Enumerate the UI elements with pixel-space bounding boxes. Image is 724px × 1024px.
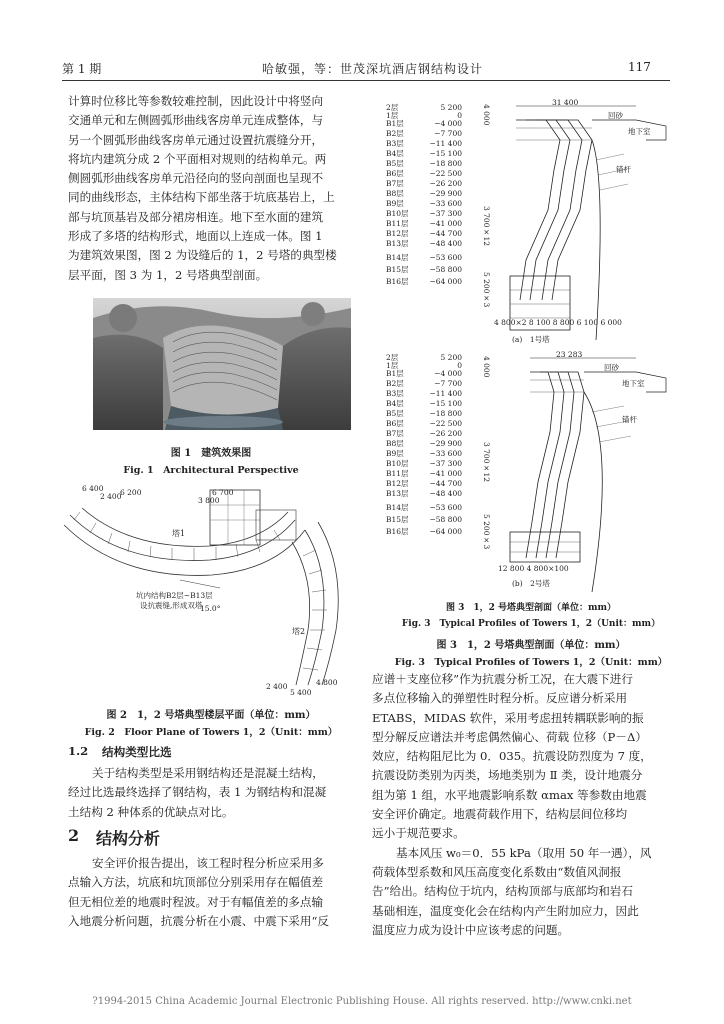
fig3a-dim-low: 5 200×3 (482, 272, 491, 308)
text-line: 抗震设防类别为丙类，场地类别为 Ⅱ 类，设计地震分 (372, 768, 643, 783)
fig2-dim: 5 400 (290, 688, 312, 697)
fig3-elevation-label: −33 600 (429, 449, 462, 458)
fig3b-label-rock: 回砂 (604, 363, 619, 372)
fig3-level-label: B7层 (386, 179, 404, 188)
fig3-elevation-label: −64 000 (429, 277, 462, 286)
text-line: 另一个圆弧形曲线客房单元通过设置抗震缝分开， (68, 132, 324, 147)
fig3-elevation-label: −41 000 (429, 469, 462, 478)
fig3-level-label: B7层 (386, 429, 404, 438)
left-paragraph-1 (68, 92, 354, 285)
fig3-elevation-label: −11 400 (429, 389, 462, 398)
text-line: 基本风压 w₀＝0．55 kPa（取用 50 年一遇），风 (396, 845, 652, 860)
text-line: 远小于规范要求。 (372, 826, 465, 841)
text-line: 但无相位差的地震时程波。对于有幅值差的多点输 (68, 894, 324, 909)
fig3-elevation-label: 5 200 (440, 103, 462, 112)
text-line: 入地震分析问题，抗震分析在小震、中震下采用“反 (68, 913, 329, 928)
fig3-level-label: B6层 (386, 169, 404, 178)
text-line: 告”给出。结构位于坑内，结构顶部与底部均和岩石 (372, 884, 633, 899)
section-2-title: 结构分析 (96, 829, 161, 848)
fig3-level-label: B15层 (386, 265, 409, 274)
fig2-dim: 2 400 (100, 492, 122, 501)
fig3a-bottom-dims: 4 800×2 8 100 8 800 6 100 6 000 (494, 318, 622, 327)
fig2-note-line2: 设抗震缝,形成双塔 (140, 601, 203, 610)
fig3-level-label: B13层 (386, 489, 409, 498)
fig3-elevation-label: −58 800 (429, 265, 462, 274)
fig3-level-label: B10层 (386, 209, 409, 218)
fig3-elevation-label: −44 700 (429, 479, 462, 488)
fig3-elevation-label: −18 800 (429, 409, 462, 418)
fig3a-dim-side1: 4 000 (482, 104, 491, 126)
fig3-caption-cn: 图 3 1，2 号塔典型剖面（单位：mm） (436, 640, 626, 651)
fig3b-dim-mid: 3 700×12 (482, 442, 491, 483)
text-line: 安全评价确定。地震荷载作用下，结构层间位移均 (372, 807, 628, 822)
fig3-elevation-label: −15 100 (429, 399, 462, 408)
text-line: 点输入方法，坑底和坑顶部位分别采用存在幅值差 (68, 875, 324, 890)
fig3-inner-caption-en: Fig. 3 Typical Profiles of Towers 1，2（Unit：mm） (401, 619, 661, 629)
fig3-level-label: B3层 (386, 139, 404, 148)
fig2-dim: 6 700 (212, 488, 234, 497)
text-line: 将坑内建筑分成 2 个平面相对规则的结构单元。两 (68, 151, 327, 166)
fig3-level-label: B14层 (386, 503, 409, 512)
fig3-elevation-label: −37 300 (429, 209, 462, 218)
fig3-elevation-label: −7 700 (434, 129, 462, 138)
fig3-elevation-label: −15 100 (429, 149, 462, 158)
fig3-elevation-label: −64 000 (429, 527, 462, 536)
text-line: 土结构 2 种体系的优缺点对比。 (68, 804, 234, 819)
fig3-level-label: B12层 (386, 479, 409, 488)
fig3-elevation-label: −26 200 (429, 429, 462, 438)
header-issue: 第 1 期 (62, 62, 102, 76)
text-line: 荷载体型系数和风压高度变化系数由“数值风洞报 (372, 864, 622, 879)
fig3-elevation-label: −48 400 (429, 239, 462, 248)
text-line: 形成了多塔的结构形式，地面以上连成一体。图 1 (68, 229, 323, 244)
fig3-elevation-label: −11 400 (429, 139, 462, 148)
subsection-1-2-title: 结构类型比选 (102, 745, 172, 759)
fig2-note-line1: 坑内结构B2层~B13层 (136, 591, 213, 600)
fig3-level-label: B11层 (386, 219, 409, 228)
fig3a-label-basement: 地下室 (628, 127, 651, 136)
subsection-1-2-body (68, 764, 354, 822)
fig3-level-label: B14层 (386, 253, 409, 262)
fig3-level-label: B16层 (386, 277, 409, 286)
fig3b-subcaption: (b) 2号塔 (512, 579, 550, 588)
fig3-elevation-label: −4 000 (434, 369, 462, 378)
fig2-tower1-label: 塔1 (172, 529, 186, 538)
fig3-level-label: 1层 (386, 361, 399, 370)
fig3-elevation-label: −53 600 (429, 503, 462, 512)
text-line: ETABS，MIDAS 软件，采用考虑扭转耦联影响的振 (372, 710, 644, 725)
text-line: 应谱＋支座位移”作为抗震分析工况，在大震下进行 (372, 672, 633, 686)
fig3-level-label: B4层 (386, 149, 404, 158)
fig3b-dim-side1: 4 000 (482, 356, 491, 378)
fig2-dim: 4 800 (316, 678, 338, 687)
fig3-elevation-label: 0 (457, 361, 462, 370)
text-line: 交通单元和左侧圆弧形曲线客房单元连成整体，与 (68, 113, 324, 128)
text-line: 基础相连，温度变化会在结构内产生附加应力，因此 (372, 903, 639, 918)
fig1-caption-en: Fig. 1 Architectural Perspective (123, 465, 299, 476)
fig3-elevation-label: −48 400 (429, 489, 462, 498)
floor-plan-figure (60, 480, 360, 700)
fig3b-label-basement: 地下室 (622, 379, 645, 388)
text-line: 型分解反应谱法并考虑偶然偏心、荷载 位移（P－Δ） (372, 729, 647, 744)
subsection-1-2-number: 1.2 (68, 744, 89, 758)
fig2-dim: 6 400 (82, 484, 104, 493)
text-line: 部与坑顶基岩及部分裙房相连。地下至水面的建筑 (68, 209, 324, 224)
fig3b-dim-low: 5 200×3 (482, 514, 491, 550)
fig3-level-label: B8层 (386, 439, 404, 448)
text-line: 层平面，图 3 为 1，2 号塔典型剖面。 (68, 267, 268, 282)
fig3a-subcaption: (a) 1号塔 (512, 335, 550, 344)
fig3-level-label: B9层 (386, 199, 404, 208)
fig3-inner-caption-cn: 图 3 1，2 号塔典型剖面（单位：mm） (445, 603, 617, 613)
text-line: 组为第 1 组，水平地震影响系数 αmax 等参数由地震 (372, 787, 647, 802)
fig3a-dim-mid: 3 700×12 (482, 206, 491, 247)
fig3-level-label: B2层 (386, 129, 404, 138)
fig3-level-label: B8层 (386, 189, 404, 198)
fig3-elevation-label: 5 200 (440, 353, 462, 362)
text-line: 多点位移输入的弹塑性时程分析。反应谱分析采用 (372, 691, 628, 706)
fig3a-label-rock: 回砂 (608, 111, 623, 120)
fig3-level-label: B3层 (386, 389, 404, 398)
fig1-caption-cn: 图 1 建筑效果图 (170, 448, 252, 459)
fig3-elevation-label: −29 900 (429, 439, 462, 448)
text-line: 侧圆弧形曲线客房单元沿径向的竖向剖面也呈现不 (68, 171, 324, 186)
profile-b-drawing (496, 352, 676, 592)
text-line: 安全评价报告提出，该工程时程分析应采用多 (92, 856, 324, 870)
header-rule (62, 80, 670, 81)
text-line: 经过比选最终选择了钢结构，表 1 为钢结构和混凝 (68, 785, 327, 800)
fig3-elevation-label: −33 600 (429, 199, 462, 208)
fig3b-top-dim: 23 283 (556, 350, 583, 359)
fig2-tower2-label: 塔2 (292, 627, 306, 636)
fig3-elevation-label: −37 300 (429, 459, 462, 468)
fig3-level-label: 2层 (386, 103, 399, 112)
fig3-level-label: 2层 (386, 353, 399, 362)
fig3-elevation-label: −58 800 (429, 515, 462, 524)
page-footer: ?1994-2015 China Academic Journal Electronic Publishing House. All rights reserved. http://www.cnki.net (92, 996, 632, 1007)
fig3-caption-en: Fig. 3 Typical Profiles of Towers 1，2（Unit：mm） (394, 657, 668, 668)
fig3-elevation-label: −44 700 (429, 229, 462, 238)
fig2-angle-label: 15.0° (200, 604, 221, 613)
fig3-level-label: B16层 (386, 527, 409, 536)
right-paragraph-1 (372, 670, 658, 940)
fig3-level-label: B15层 (386, 515, 409, 524)
fig3b-label-anchor: 锚杆 (622, 415, 637, 424)
fig3-level-label: B5层 (386, 159, 404, 168)
header-title: 哈敏强，等：世茂深坑酒店钢结构设计 (262, 62, 484, 76)
header-page-number: 117 (628, 60, 651, 74)
fig3-elevation-label: −41 000 (429, 219, 462, 228)
fig2-caption-en: Fig. 2 Floor Plane of Towers 1，2（Unit：mm） (84, 727, 338, 738)
typical-profiles-figure (386, 96, 676, 656)
fig3a-top-dim: 31 400 (552, 98, 579, 107)
fig3-level-label: B12层 (386, 229, 409, 238)
fig3-level-label: 1层 (386, 111, 399, 120)
fig3-elevation-label: 0 (457, 111, 462, 120)
fig2-caption-cn: 图 2 1，2 号塔典型楼层平面（单位：mm） (106, 710, 316, 721)
fig3-level-label: B1层 (386, 119, 404, 128)
fig3-elevation-label: −18 800 (429, 159, 462, 168)
fig3-elevation-label: −22 500 (429, 169, 462, 178)
fig2-dim: 3 800 (198, 496, 220, 505)
fig3-elevation-label: −26 200 (429, 179, 462, 188)
fig3-level-label: B4层 (386, 399, 404, 408)
section-2-body (68, 854, 354, 931)
fig3-level-label: B13层 (386, 239, 409, 248)
text-line: 为建筑效果图，图 2 为设缝后的 1，2 号塔的典型楼 (68, 248, 337, 263)
fig3-elevation-label: −53 600 (429, 253, 462, 262)
fig3-elevation-label: −7 700 (434, 379, 462, 388)
fig3-level-label: B11层 (386, 469, 409, 478)
fig2-dim: 6 200 (120, 488, 142, 497)
fig3-level-label: B9层 (386, 449, 404, 458)
fig3-level-label: B6层 (386, 419, 404, 428)
text-line: 同的曲线形态，主体结构下部坐落于坑底基岩上，上 (68, 190, 335, 205)
architectural-perspective-image (93, 298, 351, 430)
text-line: 计算时位移比等参数较难控制，因此设计中将竖向 (68, 94, 324, 108)
text-line: 效应，结构阻尼比为 0．035。抗震设防烈度为 7 度， (372, 749, 652, 764)
fig3-elevation-label: −22 500 (429, 419, 462, 428)
text-line: 关于结构类型是采用钢结构还是混凝土结构， (92, 766, 324, 780)
fig3-level-label: B10层 (386, 459, 409, 468)
fig3-level-label: B1层 (386, 369, 404, 378)
fig3b-bottom-dims: 12 800 4 800×100 (498, 564, 569, 573)
fig3a-label-anchor: 锚杆 (616, 165, 631, 174)
fig3-level-label: B2层 (386, 379, 404, 388)
fig2-dim: 2 400 (266, 682, 288, 691)
section-2-number: 2 (68, 826, 80, 845)
fig3-elevation-label: −29 900 (429, 189, 462, 198)
fig3-elevation-label: −4 000 (434, 119, 462, 128)
fig3-level-label: B5层 (386, 409, 404, 418)
text-line: 温度应力成为设计中应该考虑的问题。 (372, 922, 570, 937)
